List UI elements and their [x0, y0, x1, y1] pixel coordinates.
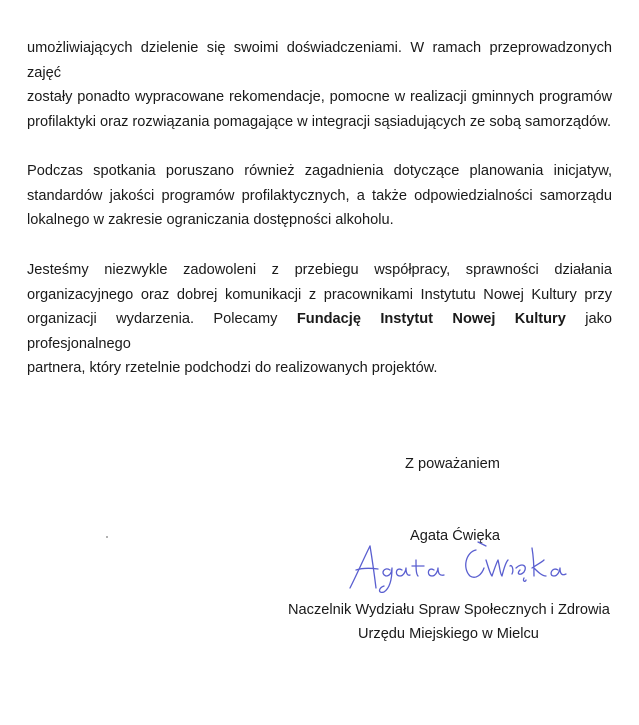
paragraph-topics	[27, 159, 612, 233]
signer-name: Agata Ćwięka	[410, 528, 501, 544]
organization-name-bold: Fundację Instytut Nowej Kultury	[296, 311, 566, 327]
text-line: profilaktyki oraz rozwiązania pomagające w integracji sąsiadujących ze sobą samorządów.	[27, 113, 612, 130]
text-line: zostały ponadto wypracowane rekomendacje, pomocne w realizacji gminnych programów	[27, 89, 612, 105]
paragraph-experience	[27, 36, 612, 134]
text-line: umożliwiających dzielenie się swoimi doświadczeniami. W ramach przeprowadzonych zajęć	[27, 40, 612, 81]
text-line: organizacyjnego oraz dobrej komunikacji z pracownikami Instytutu Nowej Kultury przy	[27, 286, 612, 303]
closing-phrase: Z poważaniem	[405, 456, 500, 472]
text-line: standardów jakości programów profilaktycznych, a także odpowiedzialności samorządu	[27, 187, 612, 204]
handwritten-signature	[340, 538, 570, 594]
text-fragment: jako profesjonalnego	[27, 311, 613, 352]
text-line	[27, 307, 612, 356]
text-line: lokalnego w zakresie ograniczania dostępności alkoholu.	[27, 212, 394, 228]
text-line: Podczas spotkania poruszano również zagadnienia dotyczące planowania inicjatyw,	[27, 163, 612, 179]
scan-speck	[106, 536, 108, 538]
text-fragment: organizacji wydarzenia. Polecamy	[27, 311, 297, 327]
signer-position: Naczelnik Wydziału Spraw Społecznych i Zdrowia	[288, 602, 610, 618]
text-line: Jesteśmy niezwykle zadowoleni z przebiegu współpracy, sprawności działania	[27, 262, 612, 278]
paragraph-recommendation	[27, 258, 612, 381]
text-line: partnera, który rzetelnie podchodzi do realizowanych projektów.	[27, 360, 438, 376]
signer-office: Urzędu Miejskiego w Mielcu	[358, 626, 539, 642]
